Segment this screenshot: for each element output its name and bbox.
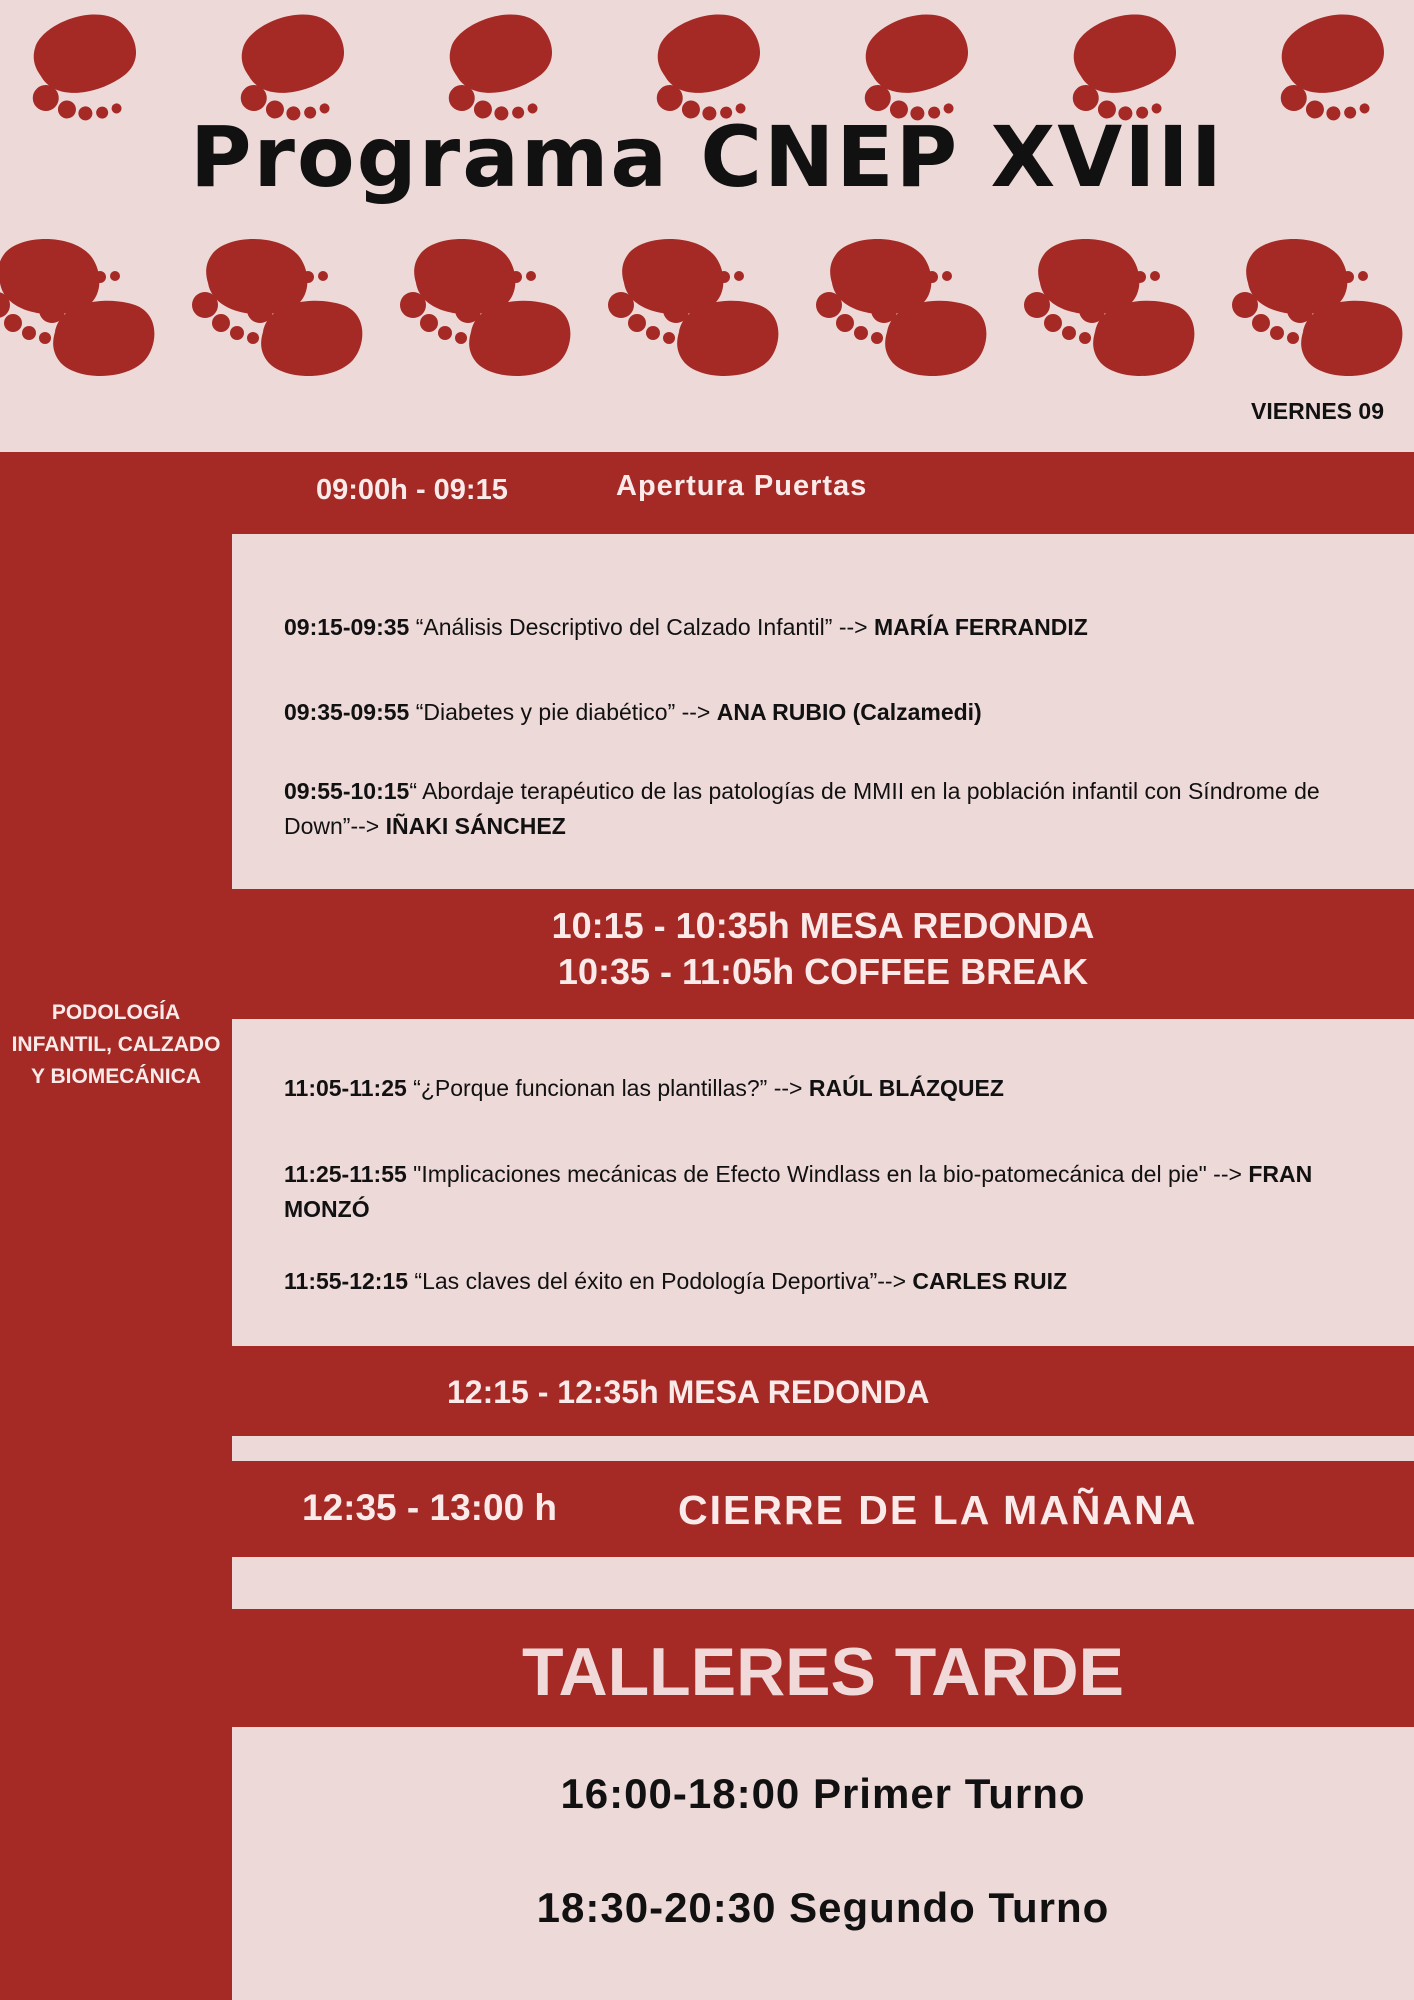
break-band xyxy=(232,889,1414,1019)
sidebar-label: PODOLOGÍA INFANTIL, CALZADO Y BIOMECÁNICA xyxy=(11,1001,221,1088)
roundtable-2-band xyxy=(232,1346,1414,1436)
workshop-turn-2: 18:30-20:30 Segundo Turno xyxy=(536,1884,1110,1931)
day-label: VIERNES 09 xyxy=(1251,398,1384,424)
roundtable-2: 12:15 - 12:35h MESA REDONDA xyxy=(447,1374,930,1410)
workshop-turn-1: 16:00-18:00 Primer Turno xyxy=(560,1770,1086,1817)
talk-item-6: 11:55-12:15 “Las claves del éxito en Podología Deportiva”--> CARLES RUIZ xyxy=(284,1268,1068,1294)
workshops-title: TALLERES TARDE xyxy=(522,1634,1124,1710)
talk-item-4: 11:05-11:25 “¿Porque funcionan las plantillas?” --> RAÚL BLÁZQUEZ xyxy=(284,1075,1004,1101)
coffee-break: 10:35 - 11:05h COFFEE BREAK xyxy=(557,951,1089,992)
page-title: Programa CNEP XVIII xyxy=(189,108,1225,206)
roundtable-1: 10:15 - 10:35h MESA REDONDA xyxy=(551,905,1095,946)
opening-label: Apertura Puertas xyxy=(616,470,868,502)
opening-band xyxy=(232,452,1414,534)
closing-label: CIERRE DE LA MAÑANA xyxy=(678,1487,1198,1533)
opening-time: 09:00h - 09:15 xyxy=(316,474,508,506)
closing-time: 12:35 - 13:00 h xyxy=(302,1487,558,1528)
talk-item-3: 09:55-10:15“ Abordaje terapéutico de las patologías de MMII en la población infantil con Síndrome de Down”--> IÑAKI SÁNCHEZ xyxy=(284,778,1320,839)
sidebar-band xyxy=(0,452,232,2000)
talk-item-2: 09:35-09:55 “Diabetes y pie diabético” --> ANA RUBIO (Calzamedi) xyxy=(284,699,982,725)
talk-item-5: 11:25-11:55 "Implicaciones mecánicas de Efecto Windlass en la bio-patomecánica del pie" --> FRAN MONZÓ xyxy=(284,1161,1313,1222)
talk-item-1: 09:15-09:35 “Análisis Descriptivo del Calzado Infantil” --> MARÍA FERRANDIZ xyxy=(284,614,1088,640)
workshops-band xyxy=(232,1609,1414,1727)
closing-band xyxy=(232,1461,1414,1557)
